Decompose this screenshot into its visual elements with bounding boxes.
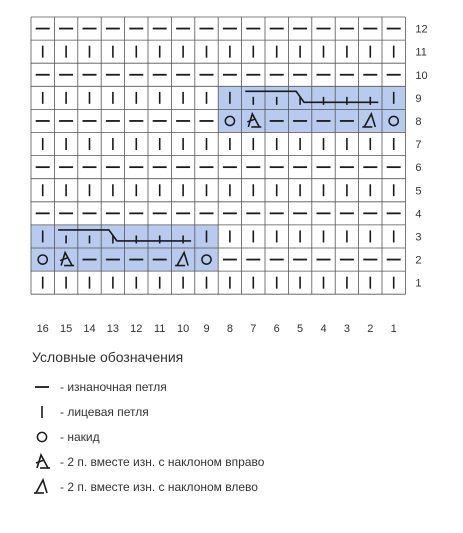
column-number: 3 bbox=[343, 323, 350, 335]
knit-icon bbox=[32, 401, 54, 423]
column-number: 8 bbox=[226, 323, 233, 335]
row-number: 11 bbox=[415, 46, 427, 59]
purl-icon bbox=[32, 376, 54, 398]
legend-item-label: - 2 п. вместе изн. с наклоном влево bbox=[60, 480, 258, 494]
legend-item-label: - изнаночная петля bbox=[60, 380, 167, 394]
row-number: 2 bbox=[415, 254, 422, 267]
column-number: 16 bbox=[36, 323, 49, 335]
column-number: 15 bbox=[59, 323, 73, 335]
legend-item bbox=[32, 476, 258, 498]
yarn-over-icon bbox=[32, 426, 54, 448]
legend-item-label: - 2 п. вместе изн. с наклоном вправо bbox=[60, 455, 265, 469]
column-number: 14 bbox=[83, 323, 96, 335]
column-number: 10 bbox=[176, 323, 190, 335]
column-number: 4 bbox=[320, 323, 327, 335]
column-number: 9 bbox=[203, 323, 210, 335]
legend-item-label: - накид bbox=[60, 430, 100, 444]
row-number: 9 bbox=[415, 92, 422, 105]
row-number: 3 bbox=[415, 231, 422, 244]
legend-item bbox=[32, 401, 149, 423]
row-number: 4 bbox=[415, 208, 422, 221]
row-number: 5 bbox=[415, 185, 422, 198]
yarn-over-symbol bbox=[37, 432, 46, 441]
row-number: 7 bbox=[415, 139, 422, 152]
legend-item-label: - лицевая петля bbox=[60, 405, 149, 419]
k2tog-left-symbol bbox=[34, 480, 47, 493]
column-number: 2 bbox=[367, 323, 374, 335]
row-number: 1 bbox=[415, 277, 422, 290]
k2tog-right-icon bbox=[32, 451, 54, 473]
row-number: 12 bbox=[415, 23, 428, 36]
legend-title: Условные обозначения bbox=[32, 349, 184, 365]
legend-item bbox=[32, 426, 100, 448]
row-number: 6 bbox=[415, 162, 422, 175]
column-number: 6 bbox=[273, 323, 280, 335]
column-number: 7 bbox=[250, 323, 257, 335]
row-number: 8 bbox=[415, 115, 422, 128]
legend-item bbox=[32, 451, 264, 473]
column-number: 5 bbox=[297, 323, 304, 335]
column-number: 13 bbox=[106, 323, 120, 335]
k2tog-left-icon bbox=[32, 476, 54, 498]
legend-item bbox=[32, 376, 167, 398]
column-number: 11 bbox=[153, 323, 166, 335]
row-number: 10 bbox=[415, 69, 428, 82]
column-number: 12 bbox=[130, 323, 143, 335]
column-number: 1 bbox=[390, 323, 397, 335]
k2tog-right-symbol bbox=[36, 455, 50, 468]
